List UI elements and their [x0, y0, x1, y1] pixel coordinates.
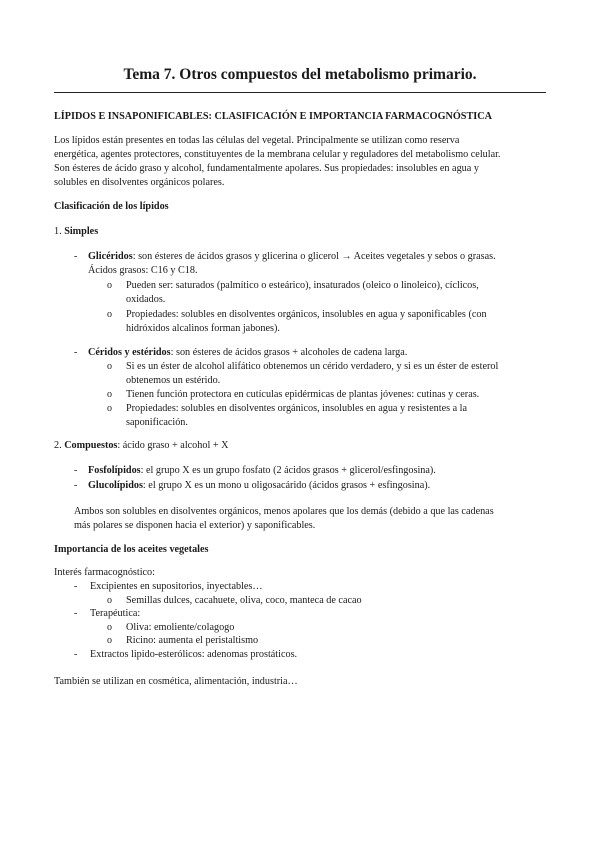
glucolipidos-line: [88, 479, 430, 492]
gliceridos-sub-2-line-1: Propiedades: solubles en disolventes orgánicos, insolubles en agua y saponificables (con: [126, 309, 487, 320]
simples-label: Simples: [64, 226, 99, 237]
ceridos-sub-2-line-1: Tienen función protectora en cutículas epidérmicas de plantas jóvenes: cutinas y ceras.: [126, 389, 480, 400]
intro-line-3: Son ésteres de ácido graso y alcohol, fundamentalmente apolares. Sus propiedades: insolubles en agua y: [54, 163, 479, 174]
gliceridos-text: : son ésteres de ácidos grasos y glicerina o glicerol → Aceites vegetales y sebos o grasas.: [132, 251, 496, 262]
ceridos-text: : son ésteres de ácidos grasos + alcoholes de cadena larga.: [170, 347, 408, 358]
fosfolipidos-text: : el grupo X es un grupo fosfato (2 ácidos grasos + glicerol/esfingosina).: [140, 465, 436, 476]
intro-line-2: energética, agentes protectores, constituyentes de la membrana celular y reguladores del metabolismo celular.: [54, 149, 501, 160]
sub-bullet: o: [107, 361, 112, 372]
gliceridos-line-1: [88, 250, 496, 263]
gliceridos-line-2: Ácidos grasos: C16 y C18.: [88, 265, 198, 276]
intro-line-4: solubles en disolventes orgánicos polares.: [54, 177, 225, 188]
dash-bullet: -: [74, 465, 78, 476]
ceridos-term: Céridos y estéridos: [88, 347, 171, 358]
dash-bullet: -: [74, 608, 78, 619]
ceridos-sub-1-line-1: Si es un éster de alcohol alifático obtenemos un cérido verdadero, y si es un éster de esterol: [126, 361, 499, 372]
extractos-item: Extractos lipido-esterólicos: adenomas prostáticos.: [90, 649, 298, 660]
compuestos-text: : ácido graso + alcohol + X: [117, 440, 229, 451]
dash-bullet: -: [74, 251, 78, 262]
closing-line: También se utilizan en cosmética, alimentación, industria…: [54, 676, 298, 687]
gliceridos-sub-1-line-1: Pueden ser: saturados (palmítico o esteárico), insaturados (oleico o linoleico), cíclicos,: [126, 280, 479, 291]
compuestos-label: Compuestos: [64, 440, 118, 451]
fosfolipidos-term: Fosfolípidos: [88, 465, 141, 476]
compuestos-number: 2.: [54, 440, 62, 451]
compuestos-heading: [54, 439, 228, 452]
simples-heading: [54, 225, 98, 238]
title-underline: [54, 92, 546, 93]
terapeutica-item: Terapéutica:: [90, 608, 141, 619]
dash-bullet: -: [74, 347, 78, 358]
gliceridos-sub-2-line-2: hidróxidos alcalinos forman jabones).: [126, 323, 280, 334]
glucolipidos-term: Glucolípidos: [88, 480, 143, 491]
sub-bullet: o: [107, 403, 112, 414]
dash-bullet: -: [74, 649, 78, 660]
gliceridos-term: Glicéridos: [88, 251, 133, 262]
sub-bullet: o: [107, 595, 112, 606]
glucolipidos-text: : el grupo X es un mono u oligosacárido (ácidos grasos + esfingosina).: [142, 480, 431, 491]
ceridos-sub-1-line-2: obtenemos un estérido.: [126, 375, 221, 386]
gliceridos-sub-1-line-2: oxidados.: [126, 294, 166, 305]
classification-heading: Clasificación de los lípidos: [54, 201, 169, 212]
ceridos-line-1: [88, 346, 407, 359]
sub-bullet: o: [107, 635, 112, 646]
sub-bullet: o: [107, 622, 112, 633]
ceridos-sub-3-line-1: Propiedades: solubles en disolventes orgánicos, insolubles en agua y resistentes a la: [126, 403, 468, 414]
compuestos-note-line-2: más polares se disponen hacia el exterior) y saponificables.: [74, 520, 316, 531]
oils-heading: Importancia de los aceites vegetales: [54, 544, 209, 555]
excipientes-item: Excipientes en supositorios, inyectables…: [90, 581, 263, 592]
sub-bullet: o: [107, 280, 112, 291]
fosfolipidos-line: [88, 464, 436, 477]
oliva-item: Oliva: emoliente/colagogo: [126, 622, 235, 633]
sub-bullet: o: [107, 309, 112, 320]
page-title: Tema 7. Otros compuestos del metabolismo primario.: [123, 66, 477, 83]
dash-bullet: -: [74, 581, 78, 592]
semillas-item: Semillas dulces, cacahuete, oliva, coco, manteca de cacao: [126, 595, 362, 606]
ceridos-sub-3-line-2: saponificación.: [126, 417, 188, 428]
section-heading: LÍPIDOS E INSAPONIFICABLES: CLASIFICACIÓN E IMPORTANCIA FARMACOGNÓSTICA: [54, 111, 492, 122]
compuestos-note-line-1: Ambos son solubles en disolventes orgánicos, menos apolares que los demás (debido a que las cadenas: [74, 506, 494, 517]
dash-bullet: -: [74, 480, 78, 491]
simples-number: 1.: [54, 226, 62, 237]
ricino-item: Ricino: aumenta el peristaltismo: [126, 635, 259, 646]
intro-line-1: Los lípidos están presentes en todas las células del vegetal. Principalmente se utilizan como reserva: [54, 135, 460, 146]
interest-label: Interés farmacognóstico:: [54, 567, 155, 578]
sub-bullet: o: [107, 389, 112, 400]
